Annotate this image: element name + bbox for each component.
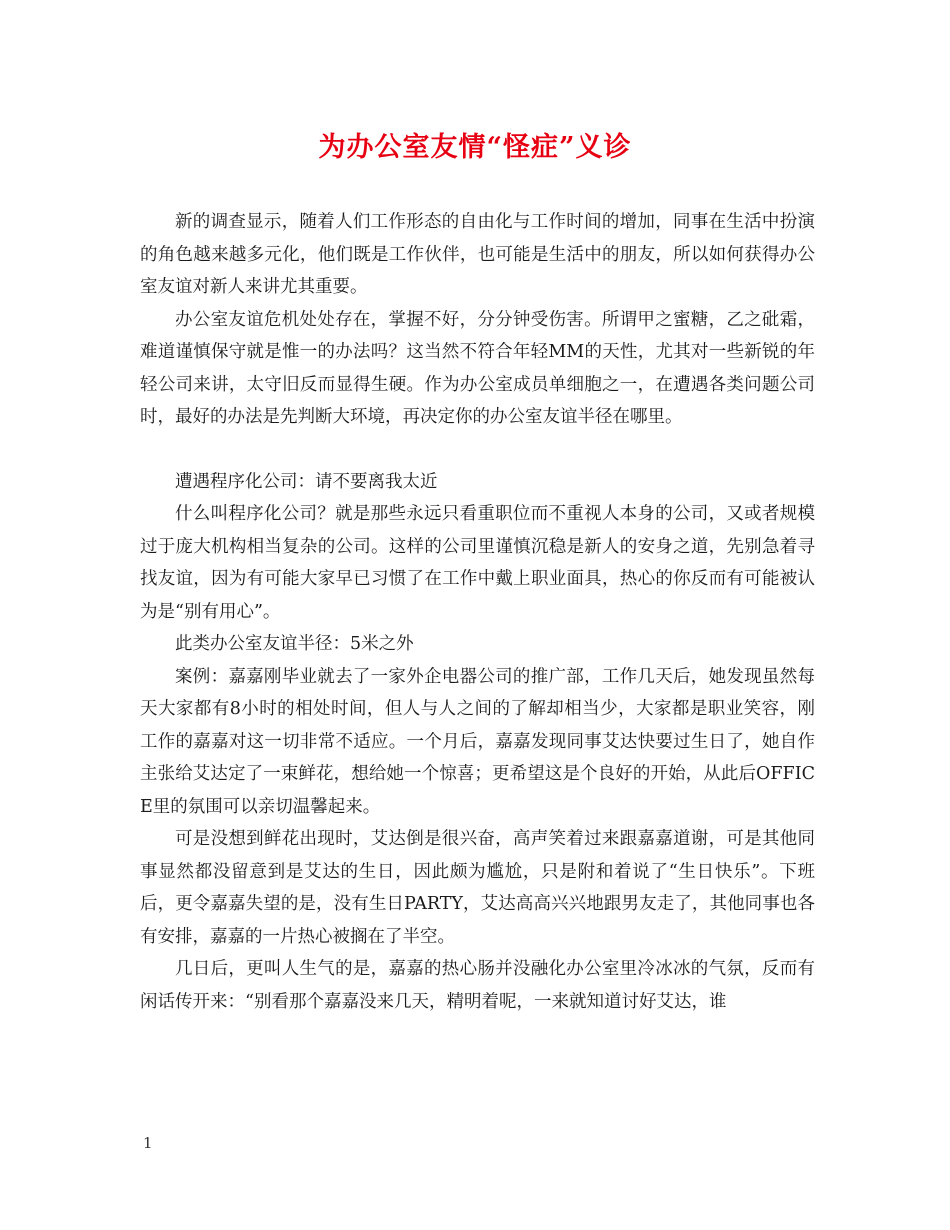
section-heading-programmed-company: 遭遇程序化公司：请不要离我太近 xyxy=(175,471,438,492)
paragraph-programmed-company-definition: 什么叫程序化公司？就是那些永远只看重职位而不重视人本身的公司，又或者规模过于庞大机构相当复杂的公司。这样的公司里谨慎沉稳是新人的安身之道，先别急着寻找友谊，因为有可能大家早已习惯了在工作中戴上职业面具，热心的你反而有可能被认为是“别有用心”。 xyxy=(140,504,815,622)
paragraph-intro-2: 办公室友谊危机处处存在，掌握不好，分分钟受伤害。所谓甲之蜜糖，乙之砒霜，难道谨慎保守就是惟一的办法吗？这当然不符合年轻MM的天性，尤其对一些新锐的年轻公司来讲，太守旧反而显得生硬。作为办公室成员单细胞之一，在遭遇各类问题公司时，最好的办法是先判断大环境，再决定你的办公室友谊半径在哪里。 xyxy=(140,309,815,427)
paragraph-case-study: 案例：嘉嘉刚毕业就去了一家外企电器公司的推广部，工作几天后，她发现虽然每天大家都有8小时的相处时间，但人与人之间的了解却相当少，大家都是职业笑容，刚工作的嘉嘉对这一切非常不适应。一个月后，嘉嘉发现同事艾达快要过生日了，她自作主张给艾达定了一束鲜花，想给她一个惊喜；更希望这是个良好的开始，从此后OFFICE里的氛围可以亲切温馨起来。 xyxy=(140,666,815,817)
document-title: 为办公室友情“怪症”义诊 xyxy=(318,132,632,163)
document-body xyxy=(140,206,815,1018)
page-number: 1 xyxy=(143,1134,153,1152)
paragraph-gossip: 几日后，更叫人生气的是，嘉嘉的热心肠并没融化办公室里冷冰冰的气氛，反而有闲话传开来：“别看那个嘉嘉没来几天，精明着呢，一来就知道讨好艾达，谁 xyxy=(140,959,815,1012)
paragraph-intro-1: 新的调查显示，随着人们工作形态的自由化与工作时间的增加，同事在生活中扮演的角色越来越多元化，他们既是工作伙伴，也可能是生活中的朋友，所以如何获得办公室友谊对新人来讲尤其重要。 xyxy=(140,212,815,297)
paragraph-spacer xyxy=(140,434,815,466)
paragraph-flowers-reaction: 可是没想到鲜花出现时，艾达倒是很兴奋，高声笑着过来跟嘉嘉道谢，可是其他同事显然都没留意到是艾达的生日，因此颇为尴尬，只是附和着说了“生日快乐”。下班后，更令嘉嘉失望的是，没有生日PARTY，艾达高高兴兴地跟男友走了，其他同事也各有安排，嘉嘉的一片热心被搁在了半空。 xyxy=(140,829,815,947)
friendship-radius-label: 此类办公室友谊半径：5米之外 xyxy=(175,634,414,654)
